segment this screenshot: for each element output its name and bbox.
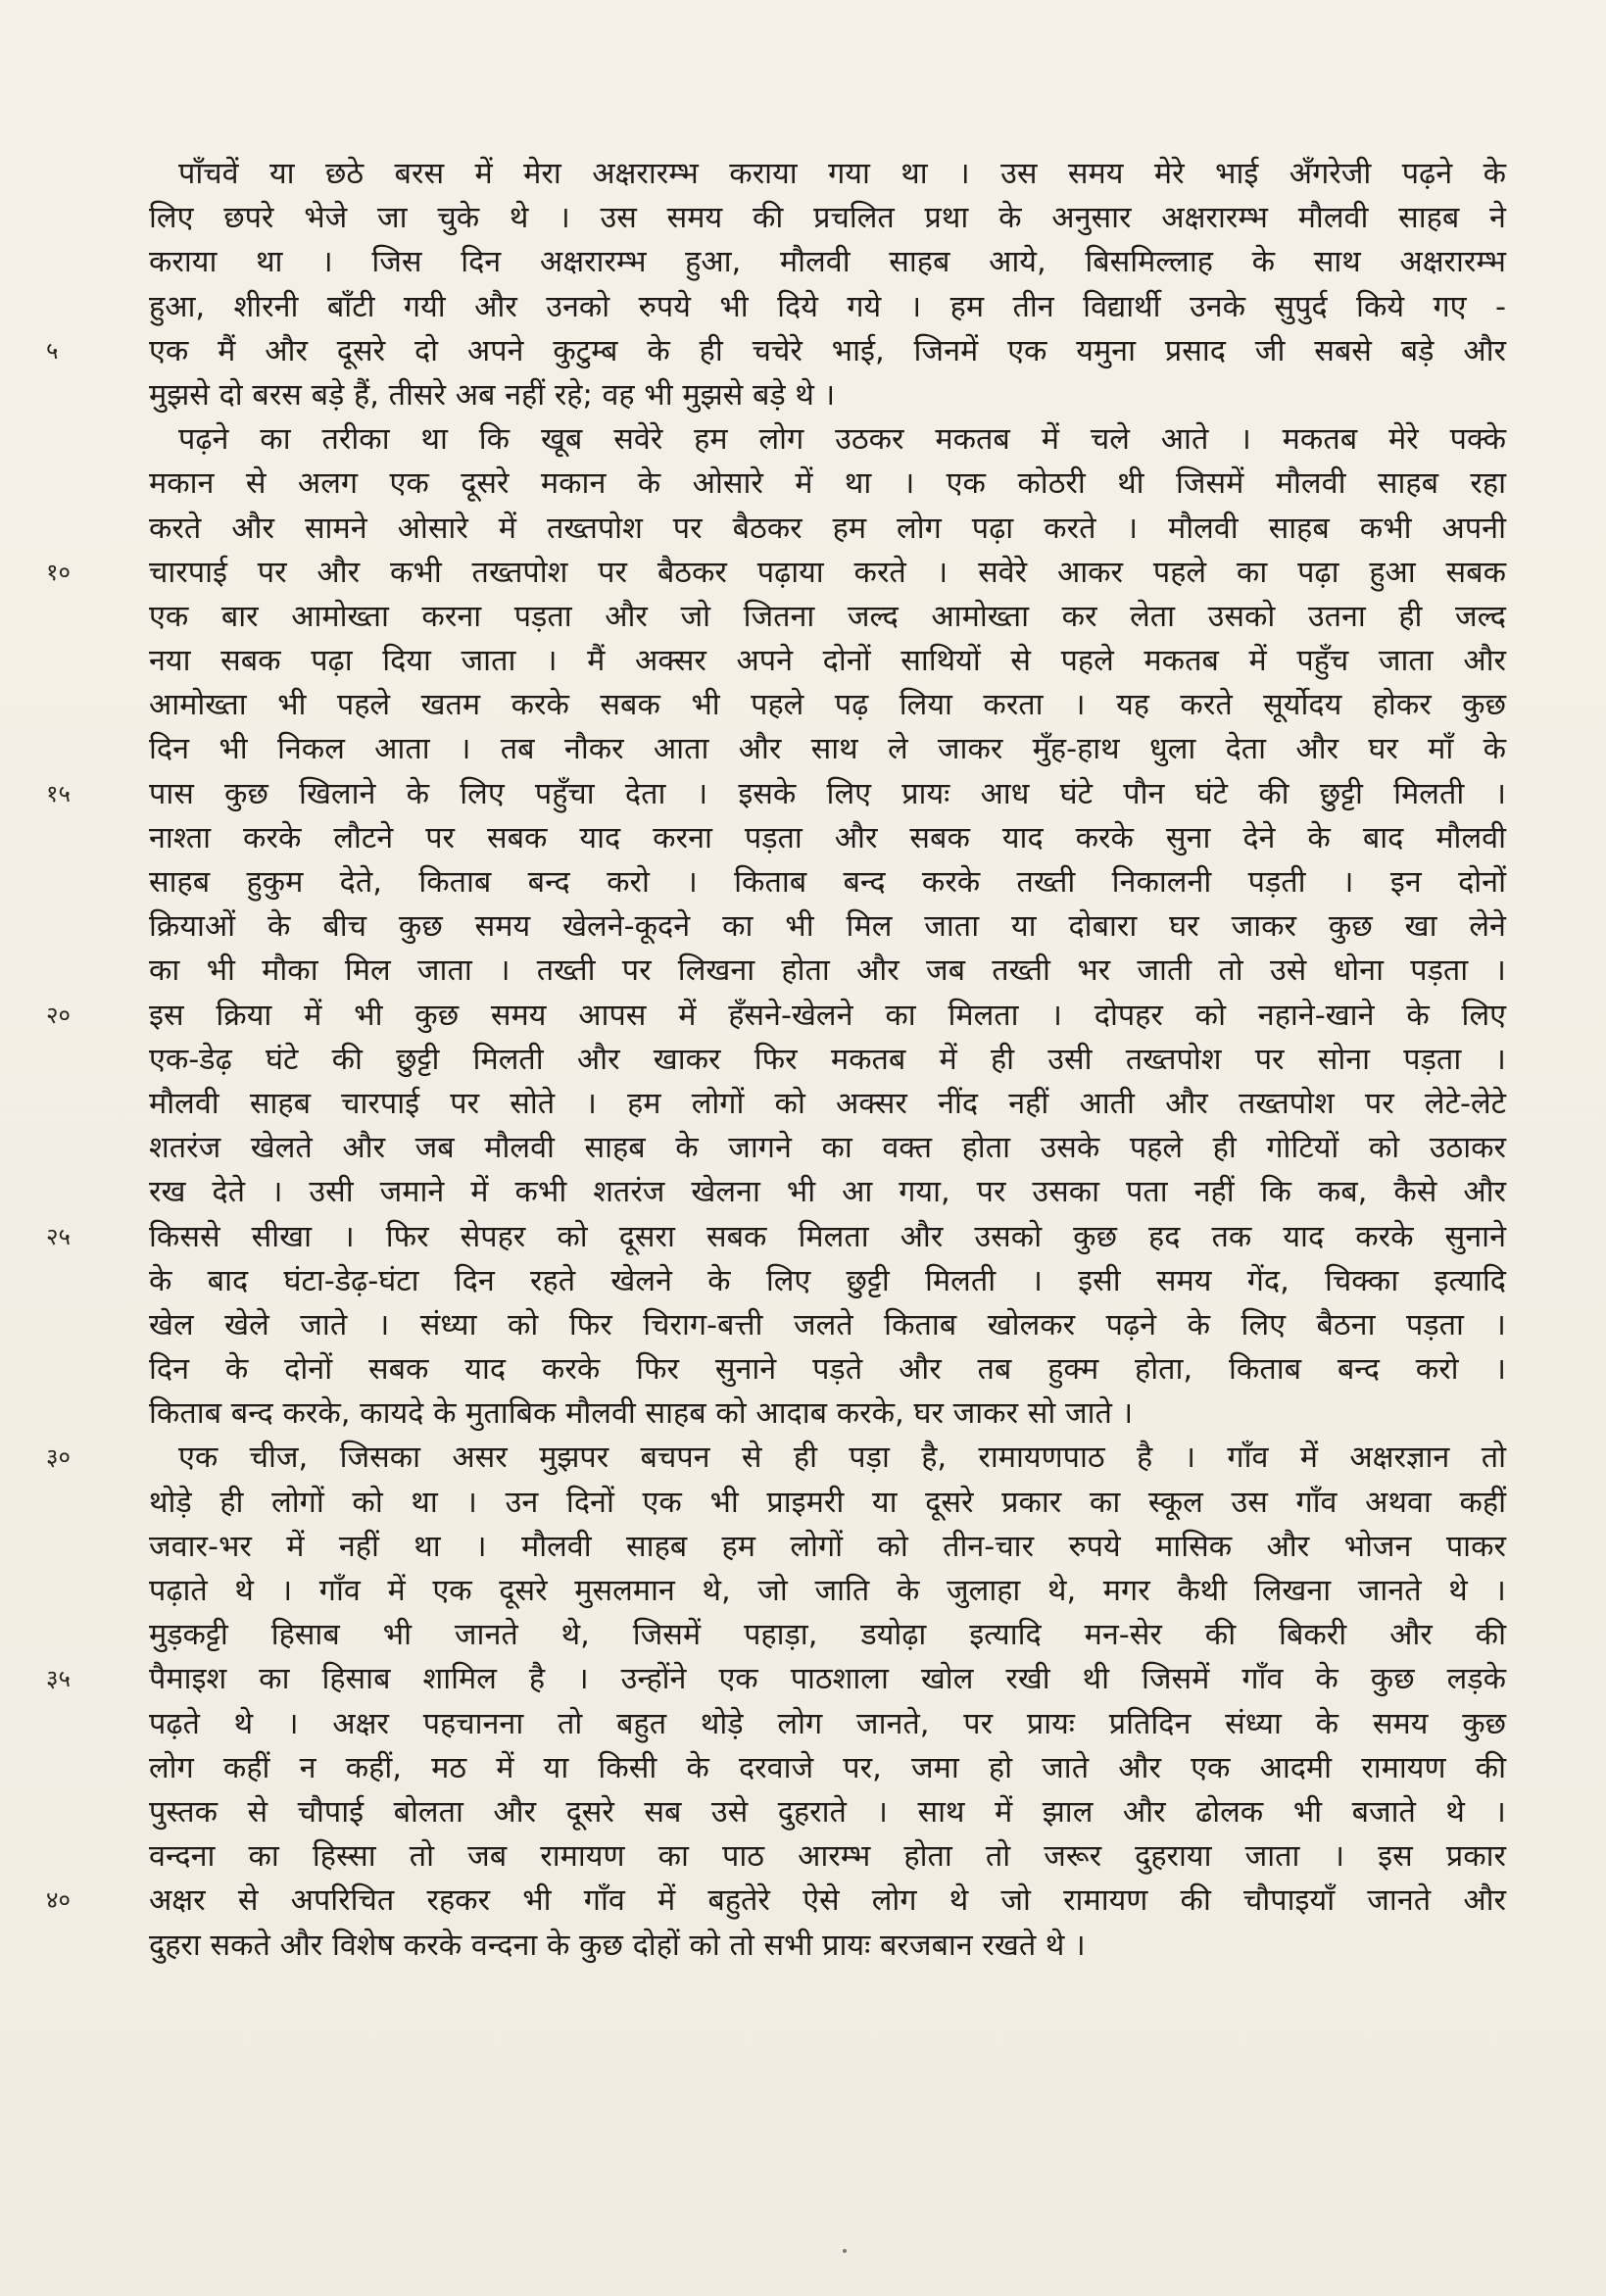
text-line — [149, 1924, 1506, 1968]
text-line — [149, 1613, 1506, 1657]
page-mark — [843, 2249, 847, 2253]
text-line — [149, 196, 1506, 240]
text-line — [46, 1657, 1506, 1701]
line-text: रख देते । उसी जमाने में कभी शतरंज खेलना भी आ गया, पर उसका पता नहीं कि कब, कैसे और — [149, 1175, 1506, 1210]
line-number: २५ — [46, 1222, 71, 1250]
text-line — [149, 1082, 1506, 1126]
text-line — [149, 1303, 1506, 1347]
text-line — [149, 860, 1506, 904]
text-line — [149, 639, 1506, 683]
text-line — [149, 727, 1506, 771]
line-text: पढ़ने का तरीका था कि खूब सवेरे हम लोग उठकर मकतब में चले आते । मकतब मेरे पक्के — [178, 422, 1506, 458]
text-line — [149, 904, 1506, 949]
body-text — [46, 152, 1506, 1968]
line-text: लिए छपरे भेजे जा चुके थे । उस समय की प्रचलित प्रथा के अनुसार अक्षरारम्भ मौलवी साहब ने — [149, 201, 1506, 236]
line-text: क्रियाओं के बीच कुछ समय खेलने-कूदने का भी मिल जाता या दोबारा घर जाकर कुछ खा लेने — [149, 909, 1506, 945]
line-number: ५ — [46, 336, 59, 365]
line-number: २० — [46, 1001, 71, 1029]
line-text: के बाद घंटा-डेढ़-घंटा दिन रहते खेलने के लिए छुट्टी मिलती । इसी समय गेंद, चिक्का इत्यादि — [149, 1263, 1506, 1298]
text-line — [46, 994, 1506, 1038]
text-line — [149, 417, 1506, 462]
line-text: पुस्तक से चौपाई बोलता और दूसरे सब उसे दुहराते । साथ में झाल और ढोलक भी बजाते थे । — [149, 1794, 1506, 1830]
line-text: जवार-भर में नहीं था । मौलवी साहब हम लोगों को तीन-चार रुपये मासिक और भोजन पाकर — [149, 1529, 1506, 1564]
text-line — [149, 1481, 1506, 1525]
line-text: लोग कहीं न कहीं, मठ में या किसी के दरवाजे पर, जमा हो जाते और एक आदमी रामायण की — [149, 1750, 1506, 1785]
line-text: पढ़ते थे । अक्षर पहचानना तो बहुत थोड़े लोग जानते, पर प्रायः प्रतिदिन संध्या के समय कुछ — [149, 1706, 1506, 1741]
line-text: शतरंज खेलते और जब मौलवी साहब के जागने का वक्त होता उसके पहले ही गोटियों को उठाकर — [149, 1131, 1506, 1166]
text-line — [149, 1259, 1506, 1303]
line-text: अक्षर से अपरिचित रहकर भी गाँव में बहुतेरे ऐसे लोग थे जो रामायण की चौपाइयाँ जानते और — [149, 1883, 1506, 1919]
line-text: वन्दना का हिस्सा तो जब रामायण का पाठ आरम्भ होता तो जरूर दुहराया जाता । इस प्रकार — [149, 1839, 1506, 1875]
line-text: एक मैं और दूसरे दो अपने कुटुम्ब के ही चचेरे भाई, जिनमें एक यमुना प्रसाद जी सबसे बड़े और — [149, 333, 1506, 368]
line-text: चारपाई पर और कभी तख्तपोश पर बैठकर पढ़ाया करते । सवेरे आकर पहले का पढ़ा हुआ सबक — [149, 555, 1506, 590]
text-line — [149, 1392, 1506, 1436]
line-text: किससे सीखा । फिर सेपहर को दूसरा सबक मिलता और उसको कुछ हद तक याद करके सुनाने — [149, 1219, 1506, 1254]
text-line — [46, 772, 1506, 816]
text-line — [46, 1879, 1506, 1923]
line-text: मुझसे दो बरस बड़े हैं, तीसरे अब नहीं रहे; वह भी मुझसे बड़े थे । — [149, 377, 836, 413]
text-line — [149, 1170, 1506, 1214]
line-number: ३० — [46, 1443, 71, 1472]
line-text: पाँचवें या छठे बरस में मेरा अक्षरारम्भ कराया गया था । उस समय मेरे भाई अँगरेजी पढ़ने के — [178, 157, 1506, 191]
text-line — [149, 683, 1506, 727]
line-text: मकान से अलग एक दूसरे मकान के ओसारे में था । एक कोठरी थी जिसमें मौलवी साहब रहा — [149, 466, 1506, 502]
text-line — [149, 1126, 1506, 1170]
text-line — [46, 551, 1506, 595]
text-line — [149, 1347, 1506, 1392]
line-text: एक चीज, जिसका असर मुझपर बचपन से ही पड़ा है, रामायणपाठ है । गाँव में अक्षरज्ञान तो — [178, 1441, 1506, 1476]
line-text: दिन भी निकल आता । तब नौकर आता और साथ ले जाकर मुँह-हाथ धुला देता और घर माँ के — [149, 732, 1506, 767]
text-line — [149, 949, 1506, 993]
line-text: साहब हुकुम देते, किताब बन्द करो । किताब बन्द करके तख्ती निकालनी पड़ती । इन दोनों — [149, 865, 1506, 900]
line-text: करते और सामने ओसारे में तख्तपोश पर बैठकर हम लोग पढ़ा करते । मौलवी साहब कभी अपनी — [149, 511, 1506, 546]
text-line — [149, 816, 1506, 860]
text-line — [149, 1834, 1506, 1879]
line-text: थोड़े ही लोगों को था । उन दिनों एक भी प्राइमरी या दूसरे प्रकार का स्कूल उस गाँव अथवा कहीं — [149, 1485, 1506, 1520]
text-line — [149, 1790, 1506, 1834]
line-text: एक बार आमोख्ता करना पड़ता और जो जितना जल्द आमोख्ता कर लेता उसको उतना ही जल्द — [149, 599, 1506, 634]
text-line — [46, 329, 1506, 373]
line-number: १५ — [46, 779, 71, 807]
text-line — [46, 1436, 1506, 1480]
line-text: पास कुछ खिलाने के लिए पहुँचा देता । इसके लिए प्रायः आध घंटे पौन घंटे की छुट्टी मिलती । — [149, 776, 1506, 811]
line-number: ४० — [46, 1886, 71, 1915]
text-line — [149, 1038, 1506, 1082]
line-text: हुआ, शीरनी बाँटी गयी और उनको रुपये भी दिये गये । हम तीन विद्यार्थी उनके सुपुर्द किये गए - — [149, 289, 1506, 324]
text-line — [149, 507, 1506, 551]
line-text: किताब बन्द करके, कायदे के मुताबिक मौलवी साहब को आदाब करके, घर जाकर सो जाते । — [149, 1396, 1134, 1432]
line-text: दुहरा सकते और विशेष करके वन्दना के कुछ दोहों को तो सभी प्रायः बरजबान रखते थे । — [149, 1928, 1086, 1963]
text-line — [149, 152, 1506, 196]
text-line — [149, 373, 1506, 417]
line-text: खेल खेले जाते । संध्या को फिर चिराग-बत्ती जलते किताब खोलकर पढ़ने के लिए बैठना पड़ता । — [149, 1307, 1506, 1343]
line-text: नया सबक पढ़ा दिया जाता । मैं अक्सर अपने दोनों साथियों से पहले मकतब में पहुँच जाता और — [149, 644, 1506, 679]
text-line — [149, 595, 1506, 639]
text-line — [149, 1746, 1506, 1790]
text-line — [149, 1569, 1506, 1613]
line-text: एक-डेढ़ घंटे की छुट्टी मिलती और खाकर फिर मकतब में ही उसी तख्तपोश पर सोना पड़ता । — [149, 1042, 1506, 1077]
line-number: ३५ — [46, 1665, 71, 1693]
line-text: कराया था । जिस दिन अक्षरारम्भ हुआ, मौलवी साहब आये, बिसमिल्लाह के साथ अक्षरारम्भ — [149, 245, 1506, 280]
line-text: पढ़ाते थे । गाँव में एक दूसरे मुसलमान थे, जो जाति के जुलाहा थे, मगर कैथी लिखना जानते थे । — [149, 1574, 1506, 1608]
line-text: इस क्रिया में भी कुछ समय आपस में हँसने-खेलने का मिलता । दोपहर को नहाने-खाने के लिए — [149, 998, 1506, 1033]
line-text: का भी मौका मिल जाता । तख्ती पर लिखना होता और जब तख्ती भर जाती तो उसे धोना पड़ता । — [149, 953, 1506, 989]
text-line — [46, 1215, 1506, 1259]
text-line — [149, 462, 1506, 506]
text-line — [149, 285, 1506, 329]
line-number: १० — [46, 558, 71, 586]
line-text: मुड़कट्टी हिसाब भी जानते थे, जिसमें पहाड़ा, डयोढ़ा इत्यादि मन-सेर की बिकरी और की — [149, 1618, 1506, 1653]
text-line — [149, 1525, 1506, 1569]
line-text: नाश्ता करके लौटने पर सबक याद करना पड़ता और सबक याद करके सुना देने के बाद मौलवी — [149, 820, 1506, 855]
text-line — [149, 240, 1506, 284]
line-text: मौलवी साहब चारपाई पर सोते । हम लोगों को अक्सर नींद नहीं आती और तख्तपोश पर लेटे-लेटे — [149, 1086, 1506, 1121]
line-text: दिन के दोनों सबक याद करके फिर सुनाने पड़ते और तब हुक्म होता, किताब बन्द करो । — [149, 1352, 1506, 1388]
text-line — [149, 1702, 1506, 1746]
line-text: पैमाइश का हिसाब शामिल है । उन्होंने एक पाठशाला खोल रखी थी जिसमें गाँव के कुछ लड़के — [149, 1662, 1506, 1697]
line-text: आमोख्ता भी पहले खतम करके सबक भी पहले पढ़ लिया करता । यह करते सूर्योदय होकर कुछ — [149, 688, 1506, 723]
